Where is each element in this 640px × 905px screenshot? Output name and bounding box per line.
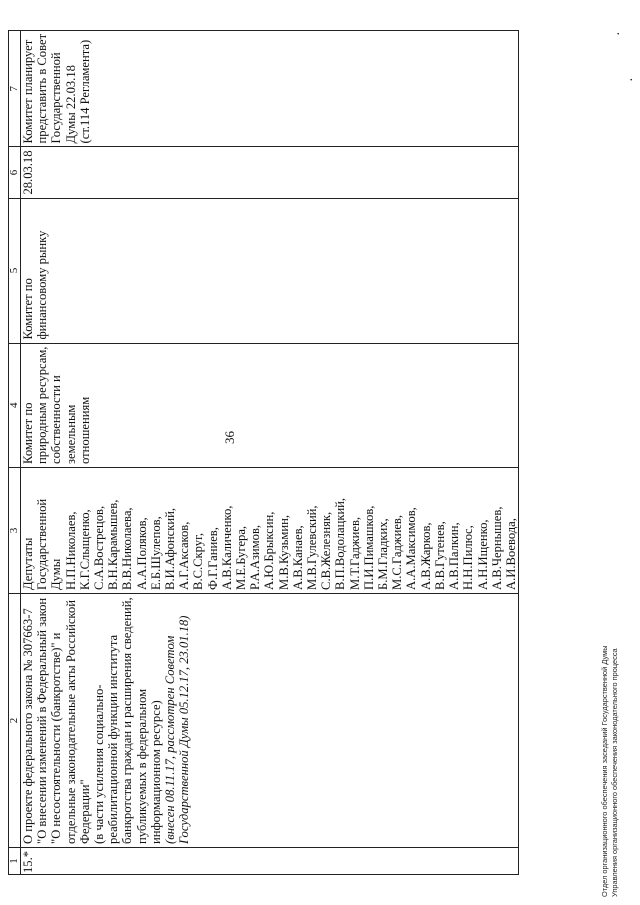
plan-note-line: представить в Совет bbox=[35, 33, 50, 144]
bill-title-line: реабилитационной функции института bbox=[106, 634, 121, 844]
bill-note bbox=[163, 597, 191, 844]
author-name: М.Е.Бугера, bbox=[234, 525, 249, 590]
bill-title-line: публикуемых в федеральном bbox=[134, 688, 149, 844]
author-name: В.В.Николаева, bbox=[120, 507, 135, 590]
author-name: С.А.Вострецов, bbox=[92, 505, 107, 590]
author-name: Е.Б.Шулепов, bbox=[148, 516, 163, 590]
author-name: В.И.Афонский, bbox=[163, 508, 178, 590]
plan-note-line: Думы 22.03.18 bbox=[63, 65, 78, 144]
author-name: Государственной bbox=[35, 498, 50, 590]
author-name: М.В.Кузьмин, bbox=[276, 514, 291, 590]
bill-title-line: "О внесении изменений в Федеральный закон bbox=[35, 597, 50, 844]
table-row bbox=[21, 30, 519, 874]
review-date: 28.03.18 bbox=[21, 147, 519, 198]
column-number-7: 7 bbox=[9, 30, 21, 147]
plan-note-line: (ст.114 Регламента) bbox=[77, 39, 92, 144]
author-name: Р.А.Азимов, bbox=[248, 524, 263, 590]
bill-description bbox=[21, 593, 519, 847]
table-header-row bbox=[9, 30, 21, 874]
author-name: А.Г.Аксаков, bbox=[177, 521, 192, 590]
author-name: А.В.Жарков, bbox=[418, 522, 433, 590]
co-committee-line: финансовому рынку bbox=[35, 230, 50, 340]
author-name: М.С.Гаджиев, bbox=[390, 514, 405, 590]
bill-authors bbox=[21, 467, 519, 593]
bill-title-line: Федерации" bbox=[77, 779, 92, 844]
plan-note-line: Комитет планирует bbox=[21, 39, 35, 144]
agenda-table bbox=[8, 30, 519, 875]
author-name: Депутаты bbox=[21, 537, 35, 590]
lead-committee-line: Комитет по bbox=[21, 402, 35, 464]
co-committee-line: Комитет по bbox=[21, 278, 35, 340]
plan-note-line: Государственной bbox=[49, 52, 64, 144]
column-number-1: 1 bbox=[9, 847, 21, 874]
author-name: А.Ю.Брыксин, bbox=[262, 511, 277, 590]
author-name: А.В.Чернышев, bbox=[489, 506, 504, 590]
author-name: Н.Н.Пилюс, bbox=[461, 525, 476, 590]
author-name: А.В.Каличенко, bbox=[219, 505, 234, 590]
author-name: Н.П.Николаев, bbox=[63, 511, 78, 590]
bill-title-line: отдельные законодательные акты Российской bbox=[63, 600, 78, 844]
bill-title bbox=[21, 597, 163, 844]
author-name: А.В.Палкин, bbox=[447, 522, 462, 590]
column-number-2: 2 bbox=[9, 593, 21, 847]
author-name: М.В.Гулевский, bbox=[305, 505, 320, 590]
lead-committee-line: отношениям bbox=[77, 396, 92, 464]
bill-title-line: банкротства граждан и расширения сведений, bbox=[120, 597, 135, 844]
lead-committee-line: собственности и bbox=[49, 375, 64, 464]
author-name: С.В.Железняк, bbox=[319, 511, 334, 590]
author-name: А.А.Максимов, bbox=[404, 507, 419, 590]
footer bbox=[600, 645, 619, 897]
page-number: 36 bbox=[222, 431, 237, 444]
lead-committee-line: природным ресурсам, bbox=[35, 346, 50, 464]
author-name: Думы bbox=[49, 558, 64, 590]
author-name: В.С.Скруг, bbox=[191, 533, 206, 590]
bill-title-line: "О несостоятельности (банкротстве)" и bbox=[49, 632, 64, 844]
bill-note-line: (внесен 08.11.17, рассмотрен Советом bbox=[163, 635, 178, 844]
lead-committee bbox=[21, 343, 519, 467]
author-name: А.А.Поляков, bbox=[134, 517, 149, 590]
scan-mark: · bbox=[625, 77, 640, 82]
column-number-6: 6 bbox=[9, 147, 21, 198]
plan-note bbox=[21, 30, 519, 147]
author-name: М.Т.Гаджиев, bbox=[347, 516, 362, 590]
co-committee bbox=[21, 198, 519, 343]
bill-title-line: О проекте федерального закона № 307663-7 bbox=[21, 608, 35, 844]
bill-note-line: Государственной Думы 05.12.17, 23.01.18) bbox=[177, 615, 192, 844]
bill-title-line: (в части усиления социально- bbox=[92, 684, 107, 844]
row-number: 15.* bbox=[21, 847, 519, 874]
column-number-5: 5 bbox=[9, 198, 21, 343]
author-name: К.Г.Слыщенко, bbox=[77, 509, 92, 590]
column-number-3: 3 bbox=[9, 467, 21, 593]
bill-title-line: информационном ресурсе) bbox=[148, 700, 163, 844]
author-name: В.Н.Карамышев, bbox=[106, 499, 121, 590]
author-name: В.П.Водолацкий, bbox=[333, 497, 348, 590]
author-name: А.И.Воевода, bbox=[503, 518, 518, 590]
author-name: П.И.Пимашков, bbox=[361, 505, 376, 590]
footer-line-1: Отдел организационного обеспечения заседаний Государственной Думы bbox=[600, 645, 609, 897]
scan-mark: · bbox=[612, 31, 627, 36]
author-name: В.В.Гутенев, bbox=[432, 521, 447, 590]
author-name: А.Н.Ищенко, bbox=[475, 519, 490, 590]
author-name: Ф.Г.Ганиев, bbox=[205, 527, 220, 590]
author-name: А.В.Канаев, bbox=[290, 525, 305, 590]
lead-committee-line: земельным bbox=[63, 404, 78, 464]
column-number-4: 4 bbox=[9, 343, 21, 467]
footer-line-2: Управления организационного обеспечения законодательного процесса bbox=[609, 648, 619, 897]
author-name: Б.М.Гладких, bbox=[376, 518, 391, 590]
